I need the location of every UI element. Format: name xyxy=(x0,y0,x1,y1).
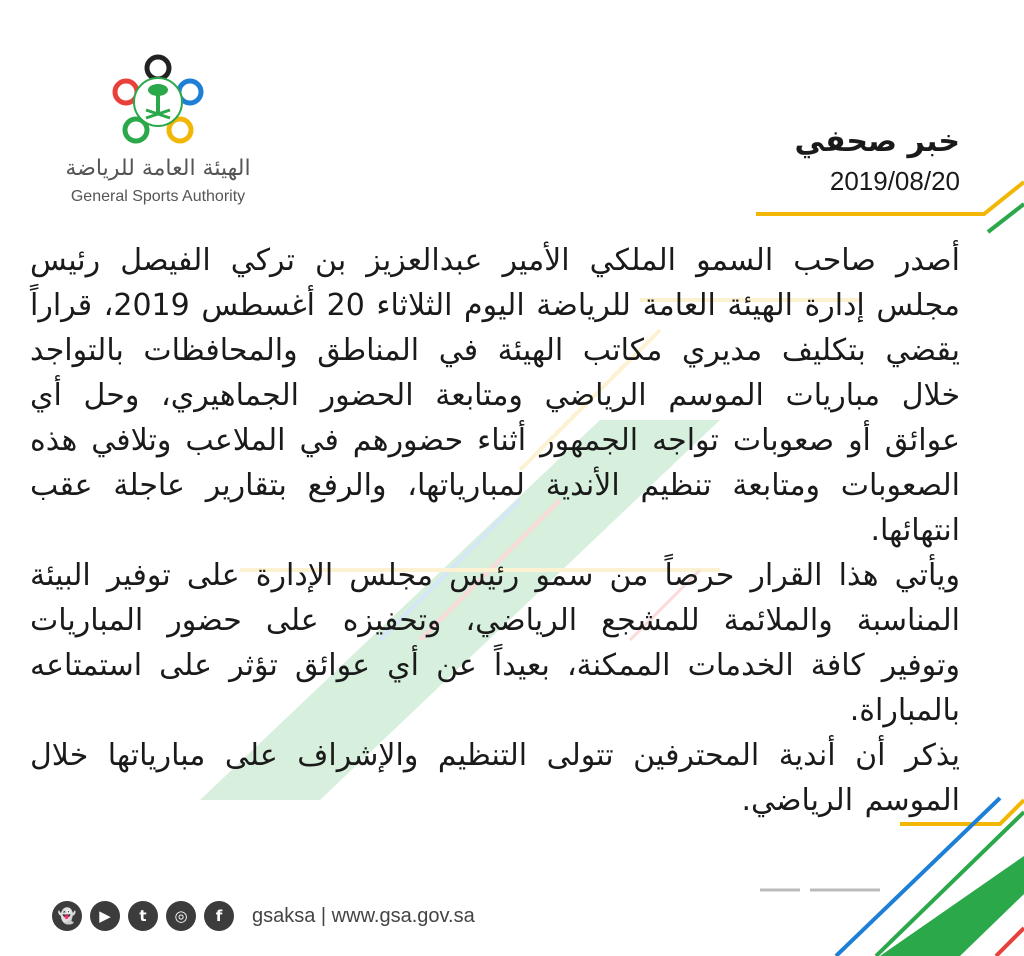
logo-name-english: General Sports Authority xyxy=(70,188,246,205)
article-body xyxy=(30,238,960,823)
press-release-date: 2019/08/20 xyxy=(829,166,960,196)
press-release-title: خبر صحفي xyxy=(794,124,960,159)
facebook-icon[interactable]: f xyxy=(204,901,234,931)
article-paragraph: أصدر صاحب السمو الملكي الأمير عبدالعزيز بن تركي الفيصل رئيس مجلس إدارة الهيئة العامة للرياضة اليوم الثلاثاء 20 أغسطس 2019، قراراً يقضي بتكليف مديري مكاتب الهيئة في المناطق والمحافظات بالتواجد خلال مباريات الموسم الرياضي ومتابعة الحضور الجماهيري، وحل أي عوائق أو صعوبات تواجه الجمهور أثناء حضورهم في الملاعب وتلافي هذه الصعوبات ومتابعة تنظيم الأندية لمبارياتها، والرفع بتقارير عاجلة عقب انتهائها. xyxy=(30,243,961,548)
footer-handle-website[interactable]: gsaksa | www.gsa.gov.sa xyxy=(252,904,475,927)
snapchat-icon[interactable]: 👻 xyxy=(52,901,82,931)
gsa-emblem-icon xyxy=(102,52,214,152)
logo-name-arabic: الهيئة العامة للرياضة xyxy=(65,156,251,181)
press-release-header xyxy=(794,122,960,197)
article-paragraph: يذكر أن أندية المحترفين تتولى التنظيم والإشراف على مبارياتها خلال الموسم الرياضي. xyxy=(30,738,960,818)
gsa-logo xyxy=(52,52,264,222)
article-paragraph: ويأتي هذا القرار حرصاً من سمو رئيس مجلس الإدارة على توفير البيئة المناسبة والملائمة للمشجع الرياضي، وتحفيزه على حضور المباريات وتوفير كافة الخدمات الممكنة، بعيداً عن أي عوائق تؤثر على استمتاعه بالمباراة. xyxy=(30,558,960,728)
youtube-icon[interactable]: ▶ xyxy=(90,901,120,931)
instagram-icon[interactable]: ◎ xyxy=(166,901,196,931)
footer-social xyxy=(52,900,475,932)
twitter-icon[interactable]: t xyxy=(128,901,158,931)
